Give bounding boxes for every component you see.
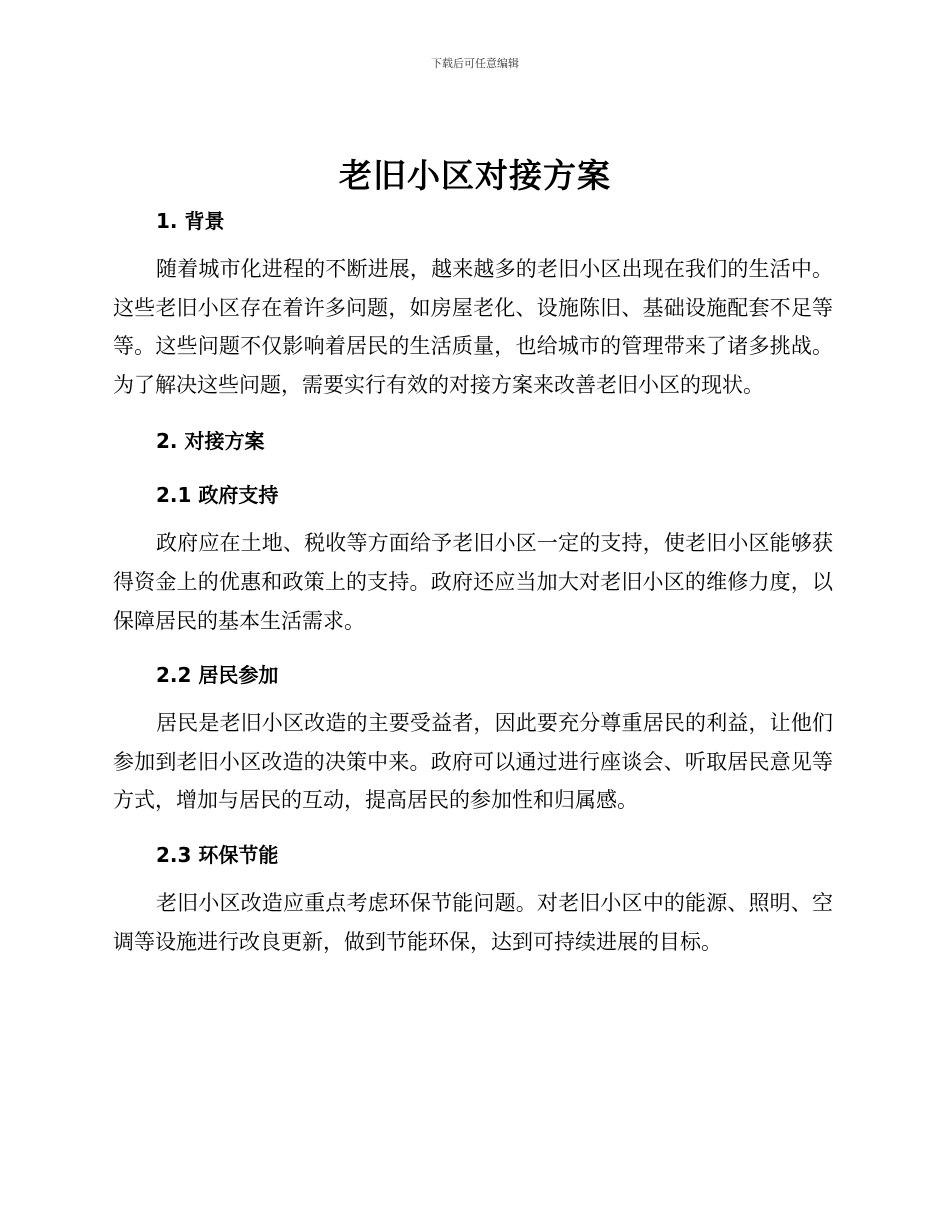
document-body (113, 202, 833, 961)
paragraph-background: 随着城市化进程的不断进展，越来越多的老旧小区出现在我们的生活中。这些老旧小区存在着许多问题，如房屋老化、设施陈旧、基础设施配套不足等等。这些问题不仅影响着居民的生活质量，也给城市的管理带来了诸多挑战。为了解决这些问题，需要实行有效的对接方案来改善老旧小区的现状。 (113, 257, 833, 397)
paragraph-government-support: 政府应在土地、税收等方面给予老旧小区一定的支持，使老旧小区能够获得资金上的优惠和政策上的支持。政府还应当加大对老旧小区的维修力度，以保障居民的基本生活需求。 (113, 531, 833, 633)
section-heading-government-support: 2.1 政府支持 (156, 483, 279, 508)
section-heading-resident-participation: 2.2 居民参加 (156, 663, 279, 688)
section-heading-environmental-energy: 2.3 环保节能 (156, 842, 279, 867)
paragraph-environmental-energy: 老旧小区改造应重点考虑环保节能问题。对老旧小区中的能源、照明、空调等设施进行改良更新，做到节能环保，达到可持续进展的目标。 (113, 890, 833, 954)
paragraph-resident-participation: 居民是老旧小区改造的主要受益者，因此要充分尊重居民的利益，让他们参加到老旧小区改造的决策中来。政府可以通过进行座谈会、听取居民意见等方式，增加与居民的互动，提高居民的参加性和归属感。 (113, 711, 833, 813)
section-heading-plan: 2. 对接方案 (156, 429, 265, 454)
section-heading-background: 1. 背景 (156, 209, 225, 233)
document-title: 老旧小区对接方案 (339, 156, 611, 195)
header-note: 下载后可任意编辑 (431, 57, 519, 70)
